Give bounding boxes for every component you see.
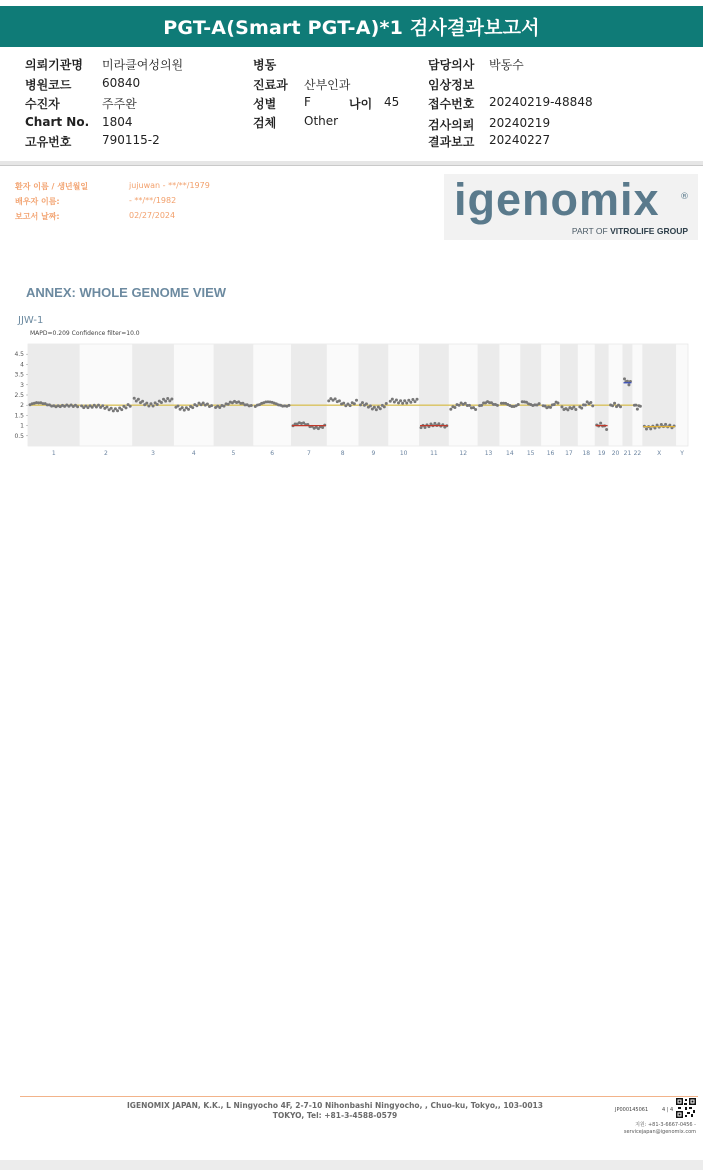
doctor-value: 박동수 <box>489 58 524 72</box>
mapd-note: MAPD=0.209 Confidence filter=10.0 <box>30 330 140 337</box>
patient-name-value: jujuwan - **/**/1979 <box>129 181 210 190</box>
data-point <box>623 377 626 380</box>
spouse-name-value: - **/**/1982 <box>129 196 177 205</box>
specimen-label: 검체 <box>253 116 277 130</box>
y-tick-label: 0.5 <box>14 432 24 440</box>
sample-id: JJW-1 <box>18 315 44 326</box>
chromosome-label: 15 <box>526 450 535 457</box>
data-point <box>496 404 499 407</box>
data-point <box>355 399 358 402</box>
chromosome-label: 20 <box>611 450 620 457</box>
report-date-label: 보고서 날짜: <box>15 212 60 221</box>
data-point <box>424 426 427 429</box>
chromosome-label: X <box>657 450 662 457</box>
data-point <box>97 404 100 407</box>
data-point <box>120 408 123 411</box>
data-point <box>464 402 467 405</box>
institution-value: 미라클여성의원 <box>102 58 184 72</box>
data-point <box>187 408 190 411</box>
data-point <box>222 405 225 408</box>
footer-address: IGENOMIX JAPAN, K.K., L Ningyocho 4F, 2-7-10 Nihonbashi Ningyocho, , Chuo-ku, Tokyo,, 103-0013 TOKYO, Tel: +81-3-4588-0579 <box>127 1101 543 1120</box>
data-point <box>166 397 169 400</box>
data-point <box>611 404 614 407</box>
age-label: 나이 <box>349 97 373 111</box>
data-point <box>403 399 406 402</box>
data-point <box>619 405 622 408</box>
data-point <box>453 406 456 409</box>
footer-contact-phone: 지원: +81-3-6667-0456 - <box>635 1122 696 1128</box>
data-point <box>176 405 179 408</box>
data-point <box>349 404 352 407</box>
receipt-no-label: 접수번호 <box>428 97 475 111</box>
data-point <box>517 403 520 406</box>
data-point <box>101 404 104 407</box>
data-point <box>373 406 376 409</box>
chromosome-label: 10 <box>399 450 408 457</box>
section-divider <box>0 161 703 166</box>
data-point <box>116 409 119 412</box>
chart-no-label: Chart No. <box>25 115 90 129</box>
data-point <box>584 403 587 406</box>
data-point <box>574 408 577 411</box>
data-point <box>152 404 155 407</box>
chromosome-label: 19 <box>597 450 606 457</box>
data-point <box>413 400 416 403</box>
data-point <box>385 402 388 405</box>
chromosome-label: 16 <box>546 450 555 457</box>
chromosome-label: 11 <box>430 450 438 457</box>
chromosome-label: 8 <box>340 450 345 457</box>
data-point <box>560 405 563 408</box>
data-point <box>369 404 372 407</box>
data-point <box>129 405 132 408</box>
age-value: 45 <box>384 95 400 109</box>
report-title: PGT-A(Smart PGT-A)*1 검사결과보고서 <box>0 6 703 47</box>
data-point <box>649 427 652 430</box>
chromosome-band <box>419 344 449 446</box>
data-point <box>365 402 368 405</box>
chromosome-label: 3 <box>151 450 155 457</box>
data-point <box>195 404 198 407</box>
y-tick-label: 1 <box>20 422 24 430</box>
data-point <box>105 406 108 409</box>
data-point <box>556 402 559 405</box>
y-tick-label: 3.5 <box>14 371 24 379</box>
chromosome-label: 6 <box>270 450 275 457</box>
data-point <box>191 406 194 409</box>
spouse-name-label: 배우자 이름: <box>15 197 60 206</box>
hospital-code-value: 60840 <box>102 76 141 90</box>
data-point <box>399 399 402 402</box>
data-point <box>353 402 356 405</box>
chromosome-label: 21 <box>623 450 632 457</box>
chromosome-band <box>28 344 80 446</box>
data-point <box>124 406 127 409</box>
data-point <box>76 405 79 408</box>
plot-area <box>28 344 688 446</box>
report-date-row <box>15 211 60 222</box>
unique-id-label: 고유번호 <box>25 135 72 149</box>
data-point <box>580 407 583 410</box>
y-tick-label: 2 <box>20 402 24 410</box>
chromosome-label: 22 <box>633 450 642 457</box>
data-point <box>401 402 404 405</box>
data-point <box>379 407 382 410</box>
y-tick-label: 4.5 <box>14 351 24 359</box>
data-point <box>420 426 423 429</box>
data-point <box>361 401 364 404</box>
chromosome-label: Y <box>680 450 684 457</box>
data-point <box>395 398 398 401</box>
data-point <box>183 409 186 412</box>
ward-label: 병동 <box>253 58 277 72</box>
data-point <box>480 404 483 407</box>
data-point <box>141 400 144 403</box>
receipt-no-value: 20240219-48848 <box>489 95 593 109</box>
chromosome-label: 13 <box>484 450 493 457</box>
unique-id-value: 790115-2 <box>102 133 160 147</box>
chromosome-label: 17 <box>565 450 573 457</box>
y-tick-label: 1.5 <box>14 412 24 420</box>
data-point <box>383 405 386 408</box>
data-point <box>591 404 594 407</box>
chromosome-label: 1 <box>51 450 56 457</box>
chromosome-band <box>358 344 388 446</box>
request-date-value: 20240219 <box>489 116 551 130</box>
data-point <box>327 399 330 402</box>
institution-label: 의뢰기관명 <box>25 58 83 72</box>
chart-no-value: 1804 <box>102 115 133 129</box>
chromosome-label: 5 <box>231 450 236 457</box>
chromosome-label: 2 <box>103 450 108 457</box>
footer-contact-email: servicejapan@igenomix.com <box>623 1129 696 1135</box>
examinee-label: 수진자 <box>25 97 60 111</box>
data-point <box>145 402 148 405</box>
bottom-strip <box>0 1160 703 1170</box>
data-point <box>416 398 419 401</box>
data-point <box>334 397 337 400</box>
data-point <box>359 403 362 406</box>
data-point <box>645 427 648 430</box>
logo-tagline-bold: VITROLIFE GROUP <box>610 226 688 236</box>
sex-label: 성별 <box>253 97 277 111</box>
data-point <box>288 404 291 407</box>
data-point <box>660 423 663 426</box>
result-date-label: 결과보고 <box>428 135 475 149</box>
specimen-value: Other <box>304 114 339 128</box>
y-tick-label: 3 <box>20 381 24 389</box>
data-point <box>210 404 213 407</box>
logo-tagline <box>572 226 688 236</box>
doctor-label: 담당의사 <box>428 58 475 72</box>
footer-contact <box>620 1122 696 1136</box>
data-point <box>149 402 152 405</box>
chromosome-label: 18 <box>582 450 591 457</box>
chromosome-band <box>214 344 254 446</box>
chromosome-band <box>622 344 632 446</box>
data-point <box>202 401 205 404</box>
request-date-label: 검사의뢰 <box>428 118 475 132</box>
data-point <box>474 408 477 411</box>
data-point <box>589 401 592 404</box>
data-point <box>613 402 616 405</box>
data-point <box>639 405 642 408</box>
report-date-value: 02/27/2024 <box>129 211 176 220</box>
footer-page-number: 4 | 4 <box>662 1107 674 1113</box>
result-date-value: 20240227 <box>489 133 551 147</box>
data-point <box>566 408 569 411</box>
logo-tagline-prefix: PART OF <box>571 226 611 236</box>
data-point <box>627 383 630 386</box>
chromosome-label: 14 <box>506 450 514 457</box>
data-point <box>110 407 113 410</box>
data-point <box>468 404 471 407</box>
data-point <box>137 398 140 401</box>
data-point <box>147 405 150 408</box>
patient-name-row <box>15 181 88 192</box>
data-point <box>181 406 184 409</box>
chromosome-band <box>560 344 578 446</box>
chromosome-band <box>642 344 676 446</box>
data-point <box>553 403 556 406</box>
data-point <box>664 423 667 426</box>
data-point <box>405 401 408 404</box>
data-point <box>636 408 639 411</box>
data-point <box>133 397 136 400</box>
qr-code-icon <box>676 1098 696 1118</box>
data-point <box>458 404 461 407</box>
logo-wordmark: igenomix <box>454 174 660 225</box>
chromosome-label: 7 <box>306 450 311 457</box>
data-point <box>409 401 412 404</box>
chromosome-label: 4 <box>191 450 196 457</box>
chromosome-label: 9 <box>371 450 376 457</box>
whole-genome-chart <box>0 338 703 460</box>
data-point <box>634 404 637 407</box>
data-point <box>321 426 324 429</box>
chromosome-band <box>291 344 327 446</box>
data-point <box>156 403 159 406</box>
data-point <box>170 397 173 400</box>
spouse-name-row <box>15 196 60 207</box>
clinical-info-label: 임상정보 <box>428 78 475 92</box>
hospital-code-label: 병원코드 <box>25 78 72 92</box>
data-point <box>342 402 345 405</box>
data-point <box>437 422 440 425</box>
chromosome-label: 12 <box>459 450 468 457</box>
sex-value: F <box>304 95 311 109</box>
y-tick-label: 4 <box>20 361 24 369</box>
data-point <box>375 408 378 411</box>
department-value: 산부인과 <box>304 78 351 92</box>
data-point <box>164 400 167 403</box>
chromosome-band <box>478 344 500 446</box>
examinee-value: 주주완 <box>102 97 137 111</box>
data-point <box>599 422 602 425</box>
registered-mark: ® <box>680 192 689 202</box>
data-point <box>391 398 394 401</box>
data-point <box>538 402 541 405</box>
footer-doc-code: JP000145061 <box>615 1107 649 1113</box>
data-point <box>206 403 209 406</box>
chromosome-band <box>520 344 541 446</box>
department-label: 진료과 <box>253 78 288 92</box>
data-point <box>605 428 608 431</box>
data-point <box>572 406 575 409</box>
data-point <box>389 400 392 403</box>
annex-title: ANNEX: WHOLE GENOME VIEW <box>26 285 227 300</box>
chromosome-band <box>132 344 174 446</box>
data-point <box>338 399 341 402</box>
y-tick-label: 2.5 <box>14 392 24 399</box>
footer-divider <box>20 1096 698 1097</box>
data-point <box>449 408 452 411</box>
data-point <box>160 401 163 404</box>
patient-name-label: 환자 이름 / 생년월일 <box>15 182 89 191</box>
data-point <box>250 404 253 407</box>
igenomix-logo <box>444 174 698 240</box>
data-point <box>549 406 552 409</box>
